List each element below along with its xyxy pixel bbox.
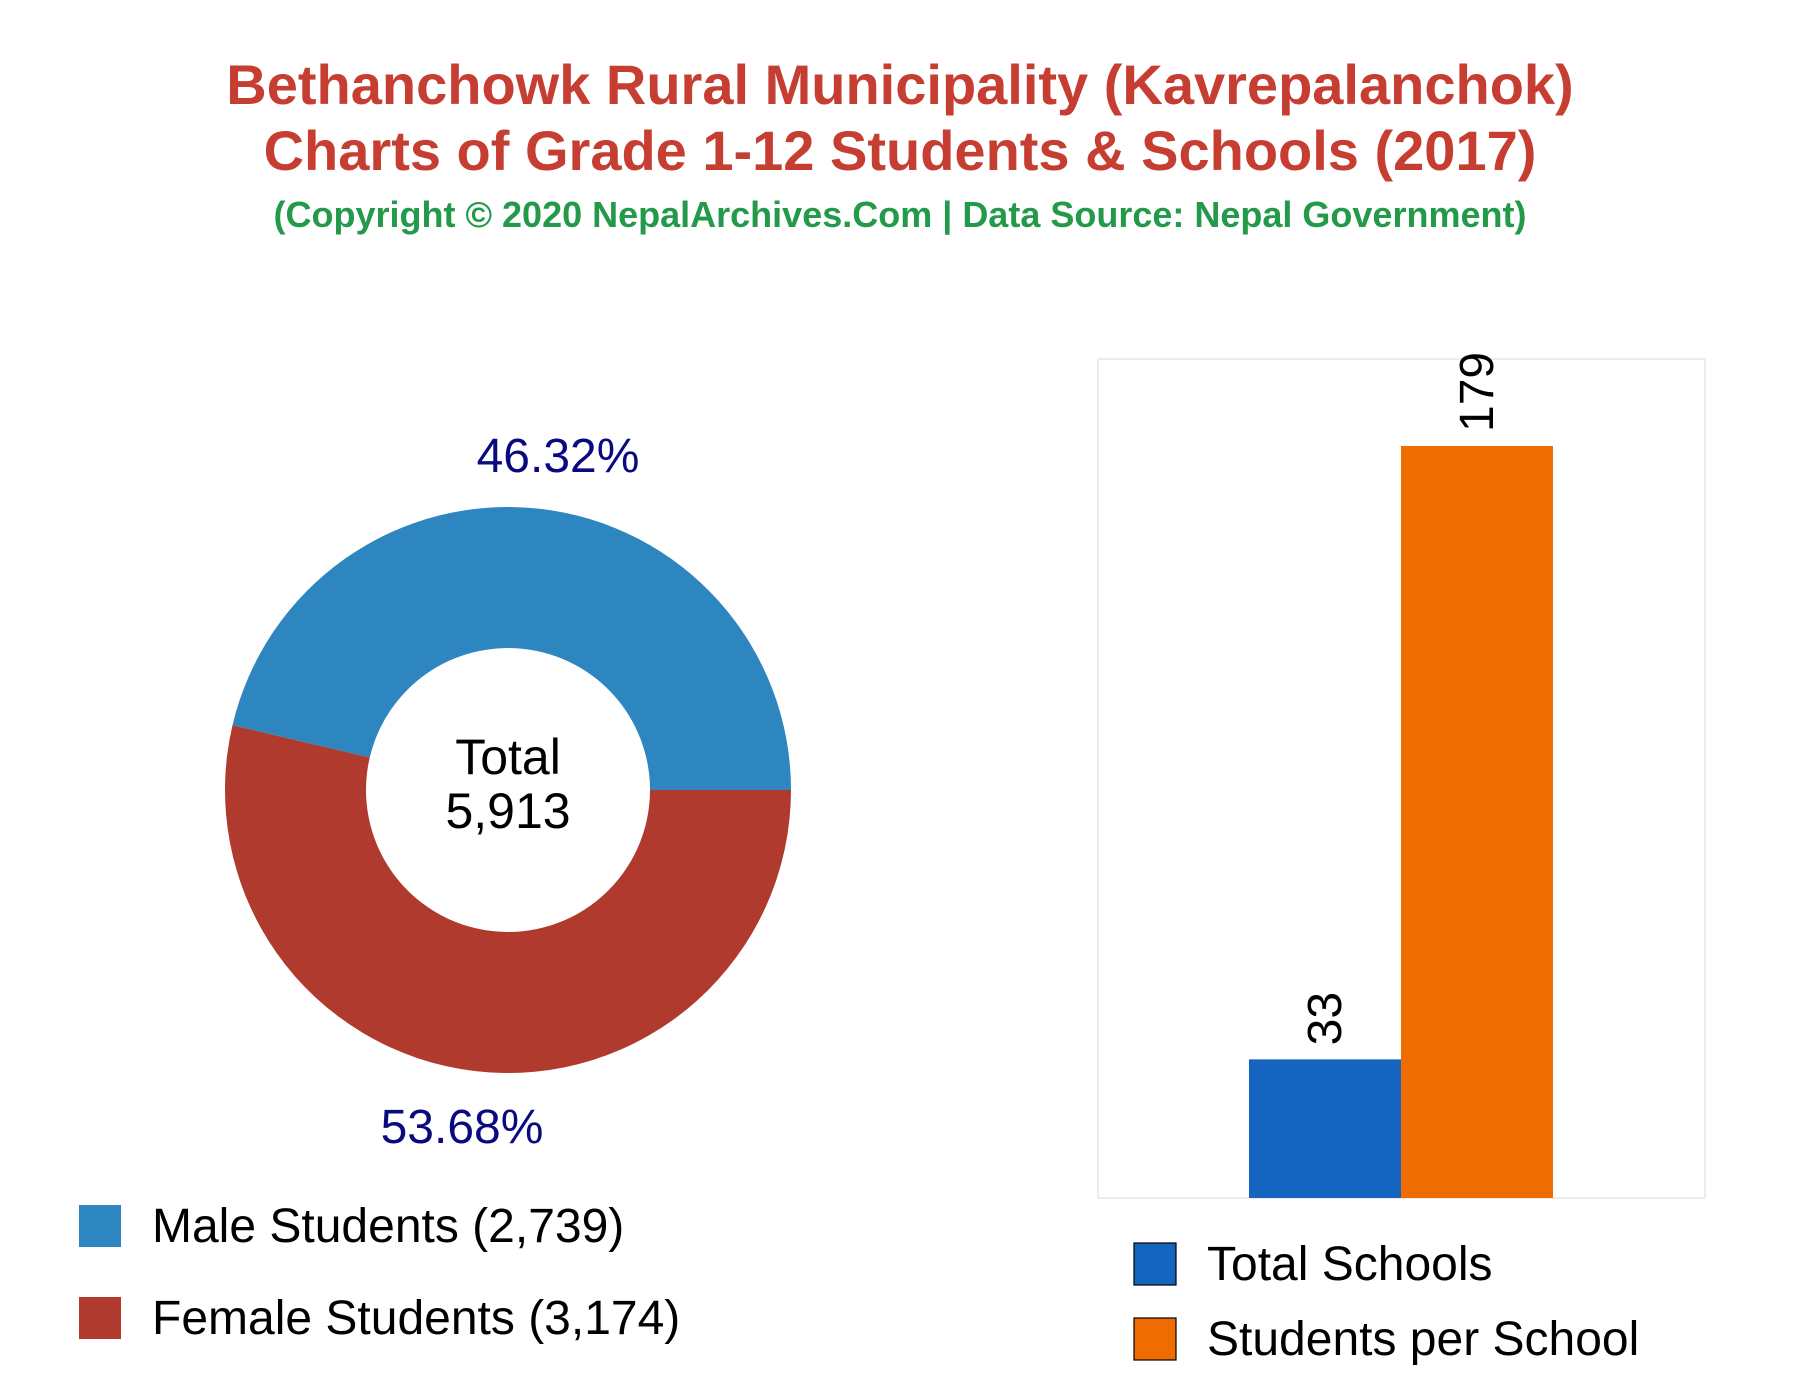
donut-percent-label-female: 53.68% [380,1101,544,1154]
bar-value-label-schools: 33 [1299,991,1352,1046]
legend-swatch-students-per-school [1134,1318,1176,1360]
bar-value-label-students-per-school: 179 [1451,351,1504,432]
bar-schools [1249,1059,1401,1198]
legend-swatch-female [79,1297,121,1339]
chart-subtitle: (Copyright © 2020 NepalArchives.Com | Data Source: Nepal Government) [273,194,1527,235]
chart-title-line1: Bethanchowk Rural Municipality (Kavrepalanchok) [226,53,1574,116]
donut-center-value: 5,913 [445,783,571,839]
legend-label-male: Male Students (2,739) [152,1200,625,1253]
bar-chart [1098,352,1705,1198]
legend-swatch-male [79,1205,121,1247]
donut-percent-label-male: 46.32% [476,430,640,483]
legend-label-students-per-school: Students per School [1207,1313,1640,1366]
chart-title-line2: Charts of Grade 1-12 Students & Schools (2017) [263,119,1537,182]
legend-label-female: Female Students (3,174) [152,1292,681,1345]
donut-chart [225,430,791,1154]
bar-students-per-school [1401,446,1553,1198]
legend-label-schools: Total Schools [1207,1238,1493,1291]
donut-center-label: Total [455,729,561,785]
bar-legend [1134,1238,1639,1366]
legend-swatch-schools [1134,1243,1176,1285]
donut-legend [79,1200,680,1345]
